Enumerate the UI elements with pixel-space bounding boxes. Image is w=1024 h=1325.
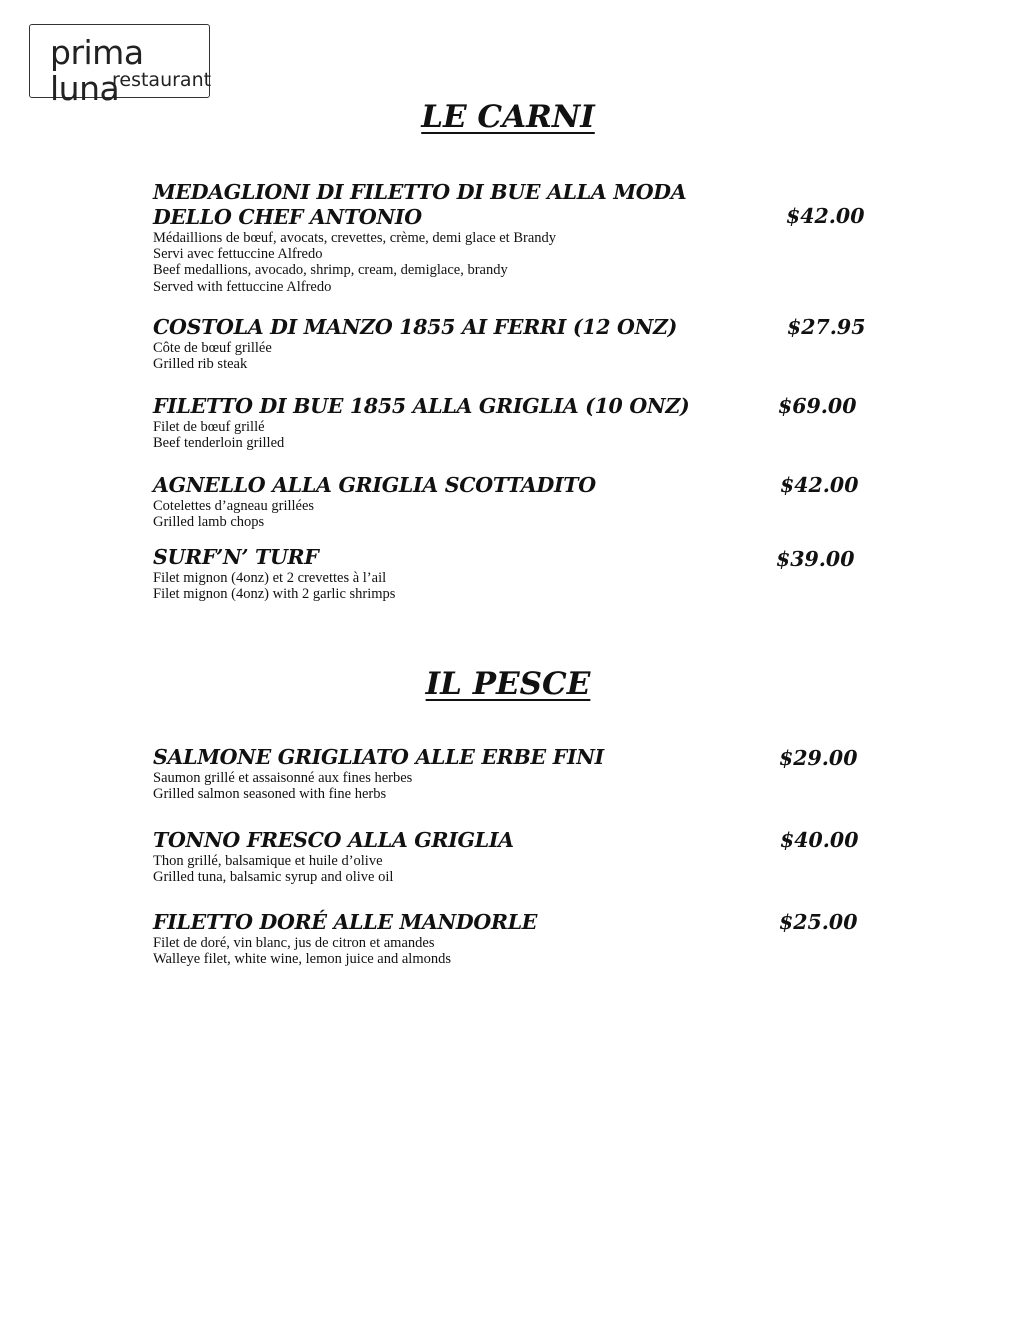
item-price: $40.00	[780, 828, 859, 852]
item-price: $27.95	[787, 315, 866, 339]
menu-item	[153, 745, 873, 802]
item-name: AGNELLO ALLA GRIGLIA SCOTTADITO	[153, 473, 596, 497]
section-title-il-pesce: IL PESCE	[425, 666, 591, 702]
item-description-line: Filet mignon (4onz) et 2 crevettes à l’ail	[153, 570, 387, 586]
item-description-line: Walleye filet, white wine, lemon juice and almonds	[153, 951, 452, 968]
item-description-line: Served with fettuccine Alfredo	[153, 278, 332, 295]
item-description-line: Grilled lamb chops	[153, 514, 265, 531]
item-name: SALMONE GRIGLIATO ALLE ERBE FINI	[153, 745, 604, 769]
item-description-line: Filet de bœuf grillé	[153, 419, 265, 435]
menu-item	[153, 473, 873, 530]
item-description-line: Servi avec fettuccine Alfredo	[153, 246, 323, 263]
menu-item	[153, 394, 873, 451]
menu-item	[153, 315, 873, 372]
menu-item	[153, 180, 873, 295]
item-name: SURF’N’ TURF	[153, 545, 319, 569]
section-title-le-carni: LE CARNI	[421, 99, 595, 135]
item-description-line: Filet mignon (4onz) with 2 garlic shrimps	[153, 586, 396, 603]
item-name: MEDAGLIONI DI FILETTO DI BUE ALLA MODA DELLO CHEF ANTONIO	[153, 180, 687, 229]
item-name: TONNO FRESCO ALLA GRIGLIA	[153, 828, 514, 852]
item-description-line: Thon grillé, balsamique et huile d’olive	[153, 853, 383, 869]
item-price: $25.00	[779, 910, 858, 934]
menu-item	[153, 910, 873, 967]
item-description-line: Beef medallions, avocado, shrimp, cream, demiglace, brandy	[153, 262, 508, 279]
item-description-line: Cotelettes d’agneau grillées	[153, 498, 315, 514]
item-price: $42.00	[786, 204, 865, 228]
menu-item	[153, 545, 873, 602]
item-description-line: Beef tenderloin grilled	[153, 435, 285, 452]
item-price: $29.00	[779, 746, 858, 770]
item-name: COSTOLA DI MANZO 1855 AI FERRI (12 ONZ)	[153, 315, 678, 339]
item-description-line: Côte de bœuf grillée	[153, 340, 272, 356]
item-name: FILETTO DORÉ ALLE MANDORLE	[153, 910, 538, 934]
item-description-line: Saumon grillé et assaisonné aux fines herbes	[153, 770, 413, 786]
item-price: $42.00	[780, 473, 859, 497]
restaurant-logo	[29, 24, 212, 108]
item-price: $39.00	[776, 547, 855, 571]
item-description-line: Grilled tuna, balsamic syrup and olive oil	[153, 869, 394, 886]
item-description-line: Grilled salmon seasoned with fine herbs	[153, 786, 387, 803]
logo-name: prima luna	[50, 33, 144, 108]
item-description-line: Médaillions de bœuf, avocats, crevettes, crème, demi glace et Brandy	[153, 230, 557, 246]
item-name: FILETTO DI BUE 1855 ALLA GRIGLIA (10 ONZ)	[153, 394, 690, 418]
item-price: $69.00	[778, 394, 857, 418]
menu-item	[153, 828, 873, 885]
logo-subtitle: restaurant	[112, 69, 212, 91]
item-description-line: Grilled rib steak	[153, 356, 248, 373]
item-description-line: Filet de doré, vin blanc, jus de citron et amandes	[153, 935, 435, 951]
